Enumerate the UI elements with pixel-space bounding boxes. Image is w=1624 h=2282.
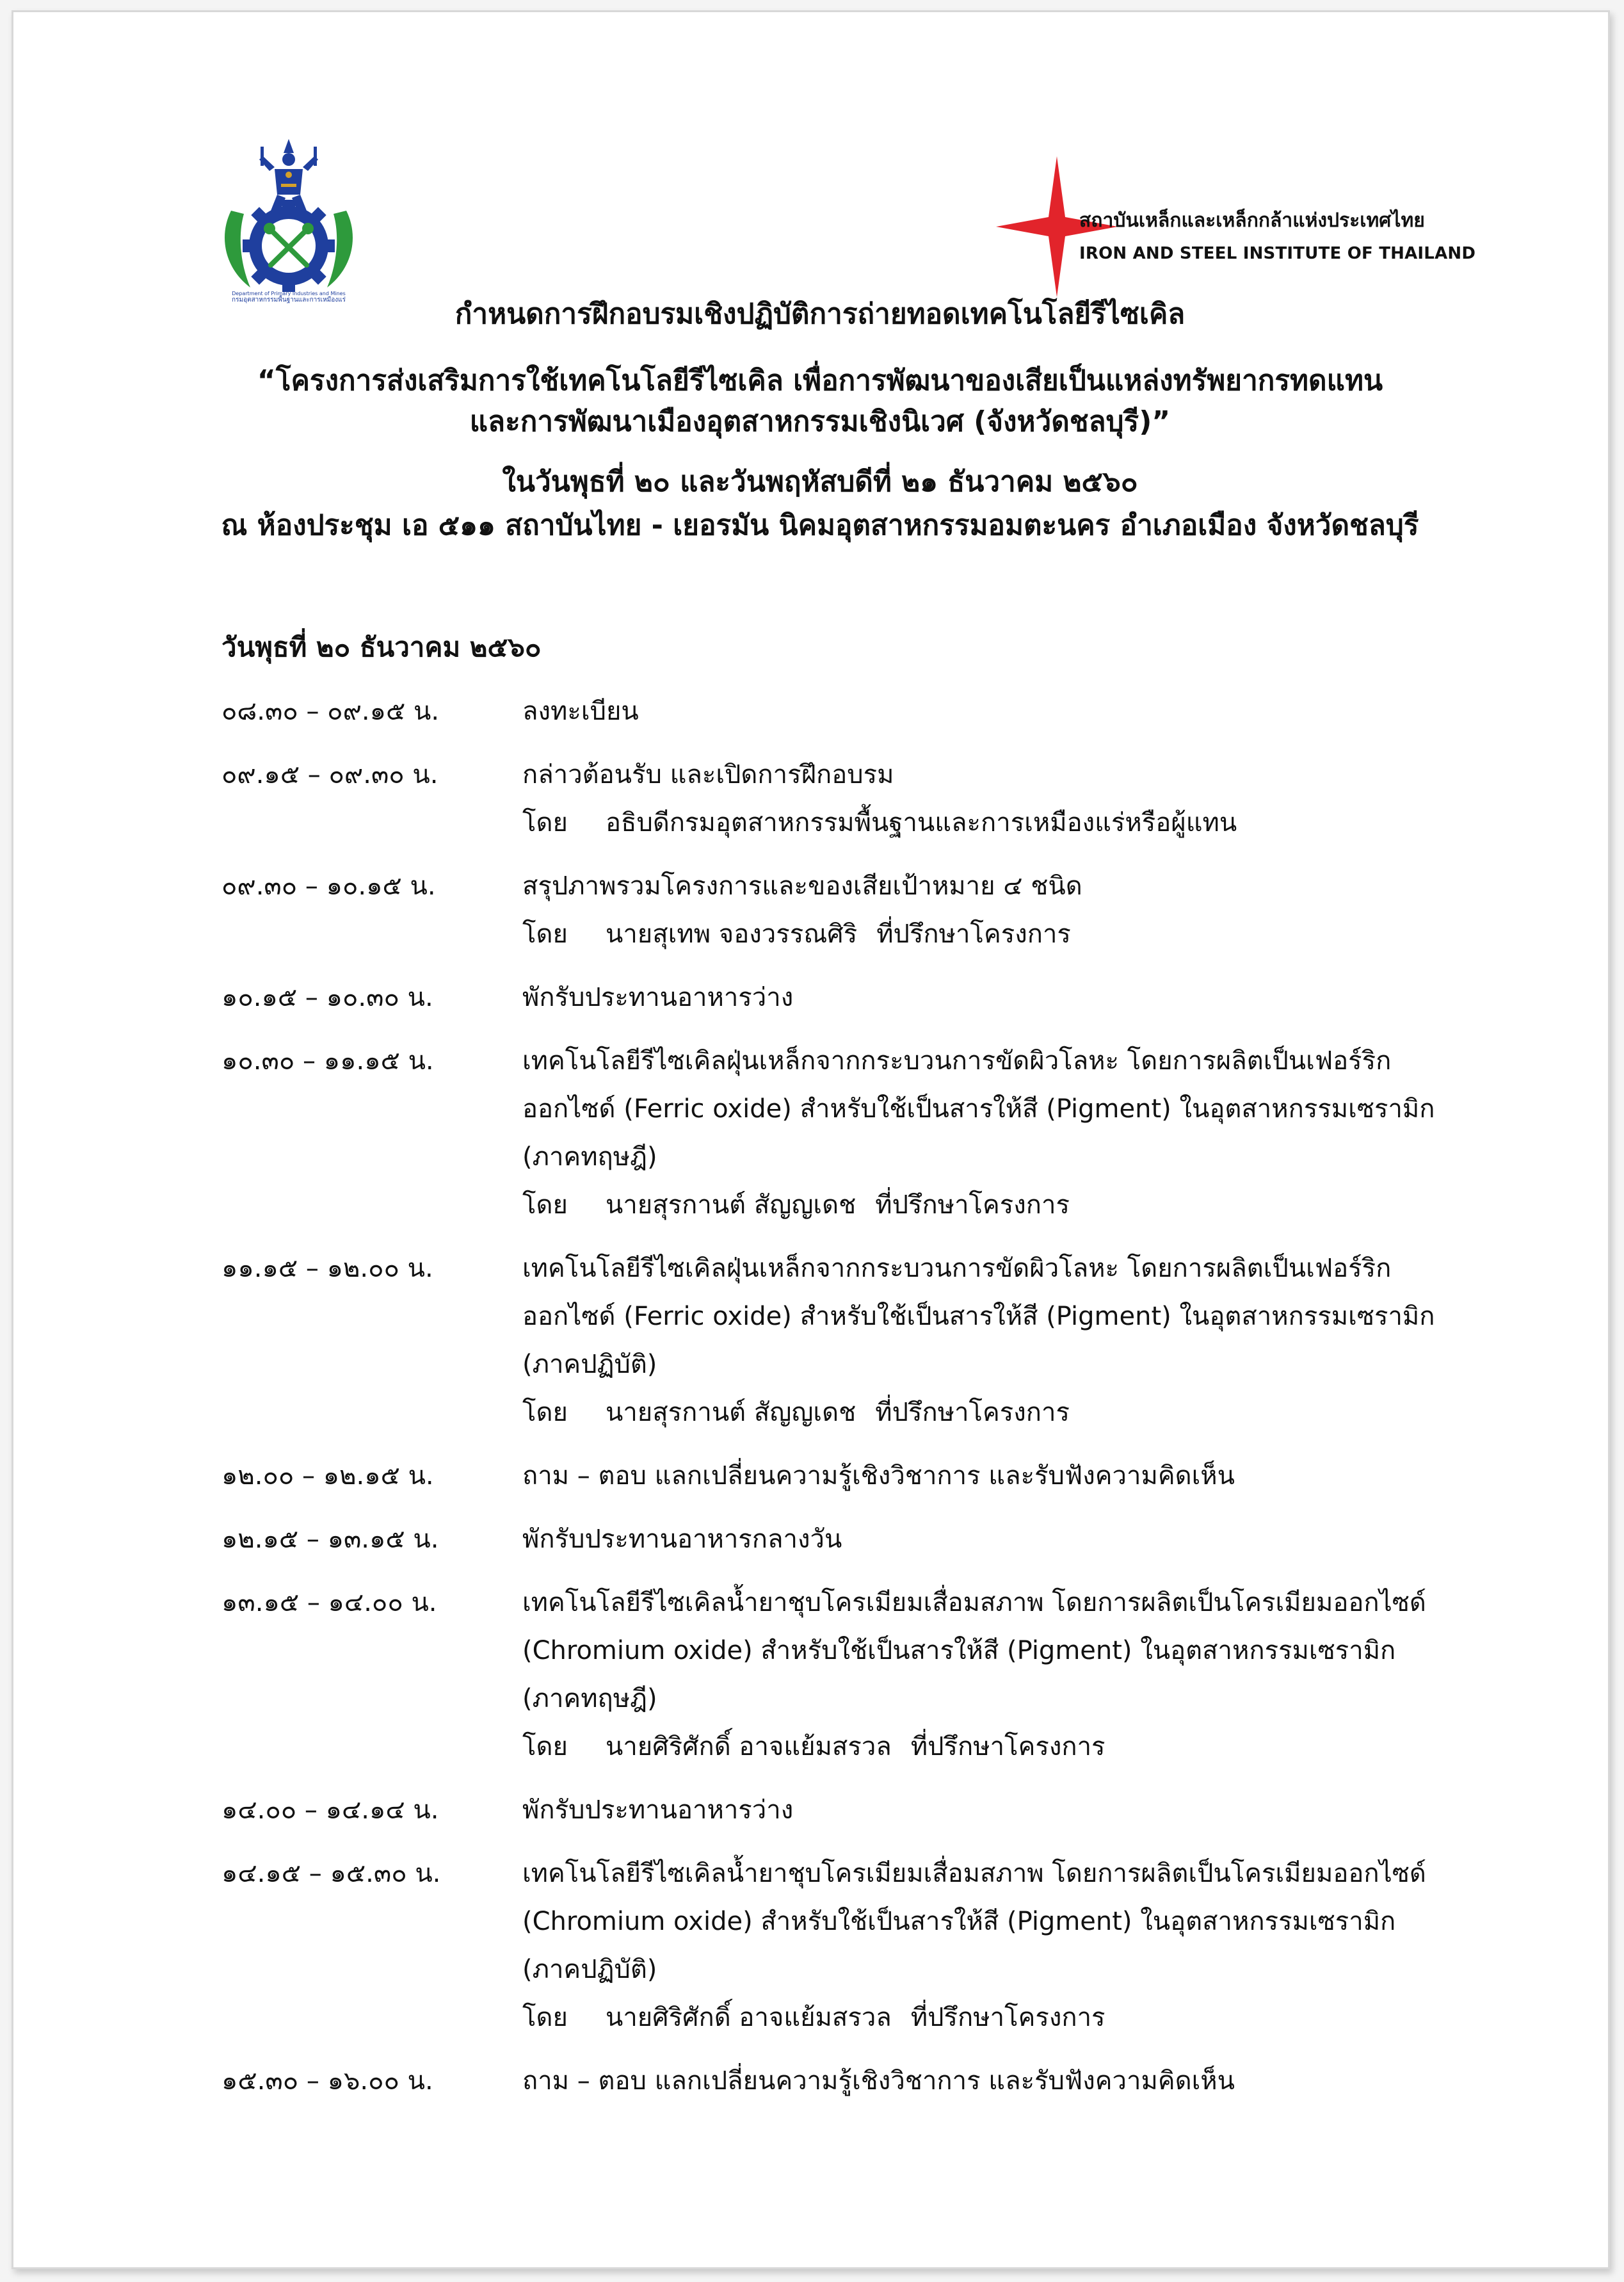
schedule-time: ๑๕.๓๐ – ๑๖.๐๐ น. [221, 2066, 433, 2096]
schedule-description [522, 1245, 1476, 1437]
by-label: โดย [522, 919, 568, 949]
schedule-description-line: (ภาคทฤษฎี) [522, 1142, 657, 1172]
schedule-description [522, 1452, 1476, 1500]
schedule-description-line: (ภาคทฤษฎี) [522, 1684, 657, 1713]
schedule-description-line: เทคโนโลยีรีไซเคิลน้ำยาชุบโครเมียมเสื่อมสภาพ โดยการผลิตเป็นโครเมียมออกไซด์ [522, 1588, 1426, 1617]
page-title: กำหนดการฝึกอบรมเชิงปฏิบัติการถ่ายทอดเทคโนโลยีรีไซเคิล [454, 298, 1186, 330]
schedule-time: ๑๒.๑๕ – ๑๓.๑๕ น. [221, 1525, 439, 1554]
document-heading [141, 294, 1499, 546]
speaker-line [522, 799, 1476, 847]
by-label: โดย [522, 2003, 568, 2032]
by-label: โดย [522, 1398, 568, 1427]
speaker-role: ที่ปรึกษาโครงการ [875, 1398, 1070, 1427]
schedule-row [221, 1786, 1476, 1834]
speaker-name: นายศิริศักดิ์ อาจแย้มสรวล [606, 2003, 892, 2032]
schedule-description-line: พักรับประทานอาหารกลางวัน [522, 1525, 842, 1554]
schedule-description [522, 1037, 1476, 1229]
day-title: วันพุธที่ ๒๐ ธันวาคม ๒๕๖๐ [221, 631, 542, 663]
schedule-description [522, 1516, 1476, 1564]
schedule-description [522, 862, 1476, 959]
schedule-row [221, 862, 1476, 959]
schedule-description [522, 974, 1476, 1022]
schedule-description [522, 751, 1476, 847]
speaker-line [522, 1181, 1476, 1229]
schedule-list [221, 688, 1476, 2121]
speaker-role: ที่ปรึกษาโครงการ [875, 1190, 1070, 1220]
schedule-description [522, 1850, 1476, 2042]
event-dates: ในวันพุธที่ ๒๐ และวันพฤหัสบดีที่ ๒๑ ธันวาคม ๒๕๖๐ [502, 465, 1138, 498]
schedule-row [221, 688, 1476, 736]
schedule-description-line: เทคโนโลยีรีไซเคิลฝุ่นเหล็กจากกระบวนการขัดผิวโลหะ โดยการผลิตเป็นเฟอร์ริก [522, 1254, 1392, 1283]
schedule-description-line: (Chromium oxide) สำหรับใช้เป็นสารให้สี (Pigment) ในอุตสาหกรรมเซรามิก [522, 1907, 1396, 1936]
schedule-row [221, 1516, 1476, 1564]
department-emblem-logo [205, 134, 372, 307]
emblem-caption-en: Department of Primary Industries and Mines [232, 291, 346, 296]
schedule-row [221, 1245, 1476, 1437]
event-venue: ณ ห้องประชุม เอ ๕๑๑ สถาบันไทย - เยอรมัน นิคมอุตสาหกรรมอมตะนคร อำเภอเมือง จังหวัดชลบุรี [221, 509, 1419, 542]
schedule-description [522, 2057, 1476, 2105]
schedule-time: ๑๐.๑๕ – ๑๐.๓๐ น. [221, 983, 433, 1012]
schedule-description-line: พักรับประทานอาหารว่าง [522, 1795, 794, 1825]
schedule-description-line: ออกไซด์ (Ferric oxide) สำหรับใช้เป็นสารให้สี (Pigment) ในอุตสาหกรรมเซรามิก [522, 1302, 1435, 1331]
schedule-time: ๑๔.๐๐ – ๑๔.๑๔ น. [221, 1795, 439, 1825]
schedule-time: ๑๓.๑๕ – ๑๔.๐๐ น. [221, 1588, 437, 1617]
schedule-row [221, 974, 1476, 1022]
institute-name-thai: สถาบันเหล็กและเหล็กกล้าแห่งประเทศไทย [1079, 209, 1425, 232]
schedule-description [522, 1579, 1476, 1771]
schedule-row [221, 751, 1476, 847]
speaker-role: ที่ปรึกษาโครงการ [910, 1732, 1105, 1761]
schedule-description-line: (ภาคปฏิบัติ) [522, 1350, 657, 1379]
schedule-description-line: ถาม – ตอบ แลกเปลี่ยนความรู้เชิงวิชาการ และรับฟังความคิดเห็น [522, 2066, 1235, 2096]
by-label: โดย [522, 808, 568, 838]
schedule-description-line: ถาม – ตอบ แลกเปลี่ยนความรู้เชิงวิชาการ และรับฟังความคิดเห็น [522, 1461, 1235, 1491]
schedule-description-line: (Chromium oxide) สำหรับใช้เป็นสารให้สี (Pigment) ในอุตสาหกรรมเซรามิก [522, 1636, 1396, 1665]
schedule-description [522, 1786, 1476, 1834]
document-page [12, 10, 1610, 2269]
schedule-time: ๐๙.๓๐ – ๑๐.๑๕ น. [221, 871, 436, 901]
schedule-description-line: ออกไซด์ (Ferric oxide) สำหรับใช้เป็นสารให้สี (Pigment) ในอุตสาหกรรมเซรามิก [522, 1094, 1435, 1124]
schedule-row [221, 1850, 1476, 2042]
schedule-description-line: ลงทะเบียน [522, 697, 639, 726]
project-name-line-1: “โครงการส่งเสริมการใช้เทคโนโลยีรีไซเคิล เพื่อการพัฒนาของเสียเป็นแหล่งทรัพยากรทดแทน [257, 364, 1383, 397]
schedule-time: ๐๘.๓๐ – ๐๙.๑๕ น. [221, 697, 440, 726]
iron-steel-institute-logo [996, 156, 1495, 310]
schedule-row [221, 1579, 1476, 1771]
schedule-description-line: กล่าวต้อนรับ และเปิดการฝึกอบรม [522, 760, 894, 789]
by-label: โดย [522, 1190, 568, 1220]
speaker-role: ที่ปรึกษาโครงการ [910, 2003, 1105, 2032]
schedule-time: ๐๙.๑๕ – ๐๙.๓๐ น. [221, 760, 438, 789]
speaker-name: นายสุรกานต์ สัญญเดช [606, 1190, 856, 1220]
speaker-name: นายศิริศักดิ์ อาจแย้มสรวล [606, 1732, 892, 1761]
schedule-description-line: (ภาคปฏิบัติ) [522, 1955, 657, 1984]
schedule-description-line: เทคโนโลยีรีไซเคิลน้ำยาชุบโครเมียมเสื่อมสภาพ โดยการผลิตเป็นโครเมียมออกไซด์ [522, 1859, 1426, 1888]
schedule-row [221, 1037, 1476, 1229]
schedule-description-line: สรุปภาพรวมโครงการและของเสียเป้าหมาย ๔ ชนิด [522, 871, 1082, 901]
schedule-time: ๑๐.๓๐ – ๑๑.๑๕ น. [221, 1046, 434, 1076]
speaker-name: นายสุเทพ จองวรรณศิริ [606, 919, 858, 949]
by-label: โดย [522, 1732, 568, 1761]
schedule-time: ๑๑.๑๕ – ๑๒.๐๐ น. [221, 1254, 433, 1283]
schedule-description-line: พักรับประทานอาหารว่าง [522, 983, 794, 1012]
speaker-role: ที่ปรึกษาโครงการ [876, 919, 1071, 949]
speaker-line [522, 1994, 1476, 2042]
schedule-row [221, 2057, 1476, 2105]
schedule-time: ๑๒.๐๐ – ๑๒.๑๕ น. [221, 1461, 434, 1491]
institute-name-english: IRON AND STEEL INSTITUTE OF THAILAND [1079, 244, 1476, 263]
speaker-name: นายสุรกานต์ สัญญเดช [606, 1398, 856, 1427]
speaker-line [522, 1389, 1476, 1437]
speaker-line [522, 1723, 1476, 1771]
schedule-row [221, 1452, 1476, 1500]
emblem-caption: กรมอุตสาหกรรมพื้นฐานและการเหมืองแร่ [232, 296, 346, 303]
schedule-description [522, 688, 1476, 736]
speaker-name: อธิบดีกรมอุตสาหกรรมพื้นฐานและการเหมืองแร่หรือผู้แทน [606, 808, 1237, 838]
speaker-line [522, 910, 1476, 959]
schedule-time: ๑๔.๑๕ – ๑๕.๓๐ น. [221, 1859, 441, 1888]
schedule-description-line: เทคโนโลยีรีไซเคิลฝุ่นเหล็กจากกระบวนการขัดผิวโลหะ โดยการผลิตเป็นเฟอร์ริก [522, 1046, 1392, 1076]
project-name-line-2: และการพัฒนาเมืองอุตสาหกรรมเชิงนิเวศ (จังหวัดชลบุรี)” [469, 405, 1171, 438]
